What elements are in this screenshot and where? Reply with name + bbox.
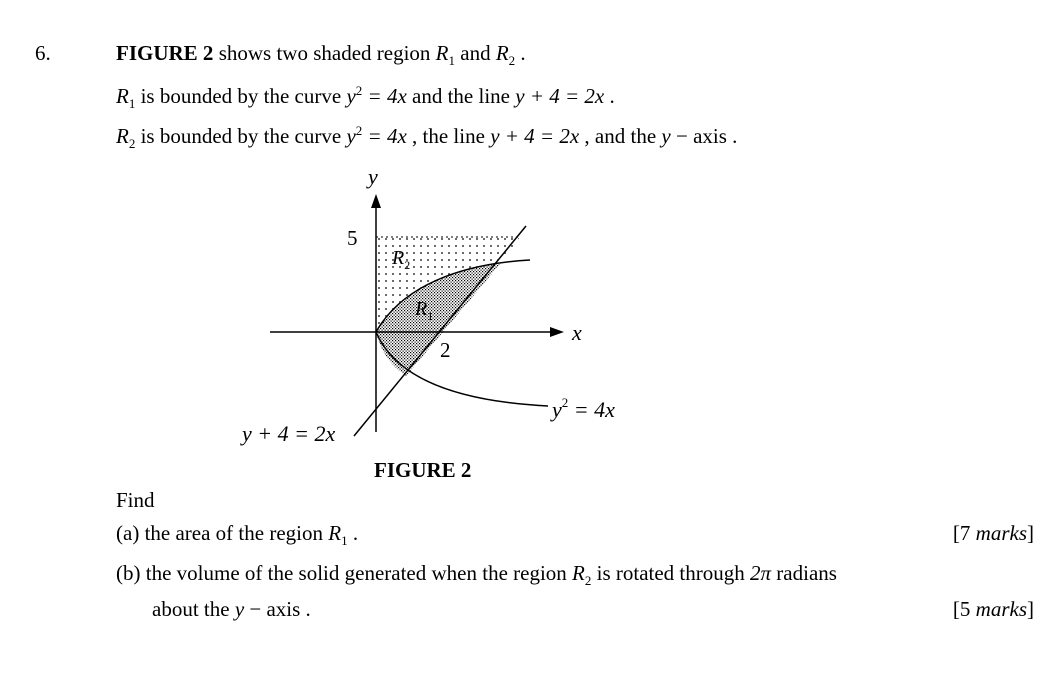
x-axis-label: x: [572, 320, 582, 345]
part-a-text: the area of the region: [144, 521, 329, 545]
y-axis-arrow-icon: [371, 194, 381, 208]
line-equation: y + 4 = 2x: [515, 84, 605, 108]
part-b-line-2: [152, 597, 311, 622]
marks-number: 5: [959, 597, 971, 621]
curve-rhs: = 4x: [362, 124, 407, 148]
r2-subscript: 2: [128, 136, 136, 151]
text: , the line: [406, 124, 491, 148]
text: shows two shaded region: [213, 41, 436, 65]
figure-caption: FIGURE 2: [374, 458, 472, 482]
text: .: [604, 84, 615, 108]
curve-lhs: y: [346, 84, 356, 108]
text: and the line: [406, 84, 516, 108]
bracket: ]: [1027, 597, 1034, 621]
line-label: y + 4 = 2x: [242, 421, 336, 446]
curve-lhs: y: [346, 124, 356, 148]
figure-reference: FIGURE 2: [116, 41, 214, 65]
r1-symbol: R: [328, 521, 342, 545]
question-line-1: [116, 41, 526, 66]
curve-exponent: 2: [355, 83, 363, 98]
r2-symbol: R: [495, 41, 509, 65]
question-number: 6.: [35, 41, 51, 65]
x-axis-arrow-icon: [550, 327, 564, 337]
marks-word: marks: [970, 597, 1027, 621]
bracket: [: [952, 521, 960, 545]
r1-symbol: R: [116, 84, 129, 108]
curve-label: $y^2 = 4x$: [552, 395, 615, 422]
curve-rhs: = 4x: [362, 84, 407, 108]
tick-label-5: 5: [347, 226, 358, 250]
text: , and the: [579, 124, 662, 148]
text: is rotated through: [591, 561, 751, 585]
text: is bounded by the curve: [135, 84, 347, 108]
marks-number: 7: [959, 521, 971, 545]
bracket: ]: [1027, 521, 1034, 545]
text: .: [347, 521, 359, 545]
r1-region-label: $R_1$: [415, 298, 434, 323]
part-b-marks: [953, 597, 1034, 622]
find-heading: Find: [116, 488, 155, 512]
text: .: [515, 41, 526, 65]
marks-word: marks: [970, 521, 1027, 545]
line-equation: y + 4 = 2x: [490, 124, 580, 148]
r2-subscript: 2: [508, 53, 516, 68]
text: is bounded by the curve: [135, 124, 347, 148]
r2-symbol: R: [116, 124, 129, 148]
text: radians: [771, 561, 837, 585]
axis-variable: y: [661, 124, 671, 148]
axis-word: − axis .: [244, 597, 311, 621]
r2-subscript: 2: [584, 573, 592, 588]
question-line-2: [116, 84, 615, 109]
text: and: [455, 41, 496, 65]
part-b-text: the volume of the solid generated when the region: [145, 561, 573, 585]
part-a: [116, 521, 358, 546]
r2-symbol: R: [572, 561, 585, 585]
part-b-label: (b): [116, 561, 141, 585]
figure-2-diagram: [230, 160, 650, 460]
r1-subscript: 1: [128, 96, 136, 111]
curve-exponent: 2: [355, 123, 363, 138]
part-a-label: (a): [116, 521, 140, 545]
axis-variable: y: [234, 597, 245, 621]
y-axis-label: y: [368, 164, 378, 189]
text: about the: [152, 597, 235, 621]
question-line-3: [116, 124, 737, 149]
r1-subscript: 1: [341, 533, 348, 548]
r1-subscript: 1: [448, 53, 455, 68]
angle: 2π: [750, 561, 772, 585]
r2-region-label: $R_2$: [392, 247, 411, 272]
bracket: [: [952, 597, 960, 621]
tick-label-2: 2: [440, 338, 451, 362]
part-b: [116, 561, 837, 586]
part-a-marks: [953, 521, 1034, 546]
r1-symbol: R: [435, 41, 449, 65]
axis-word: − axis .: [670, 124, 738, 148]
